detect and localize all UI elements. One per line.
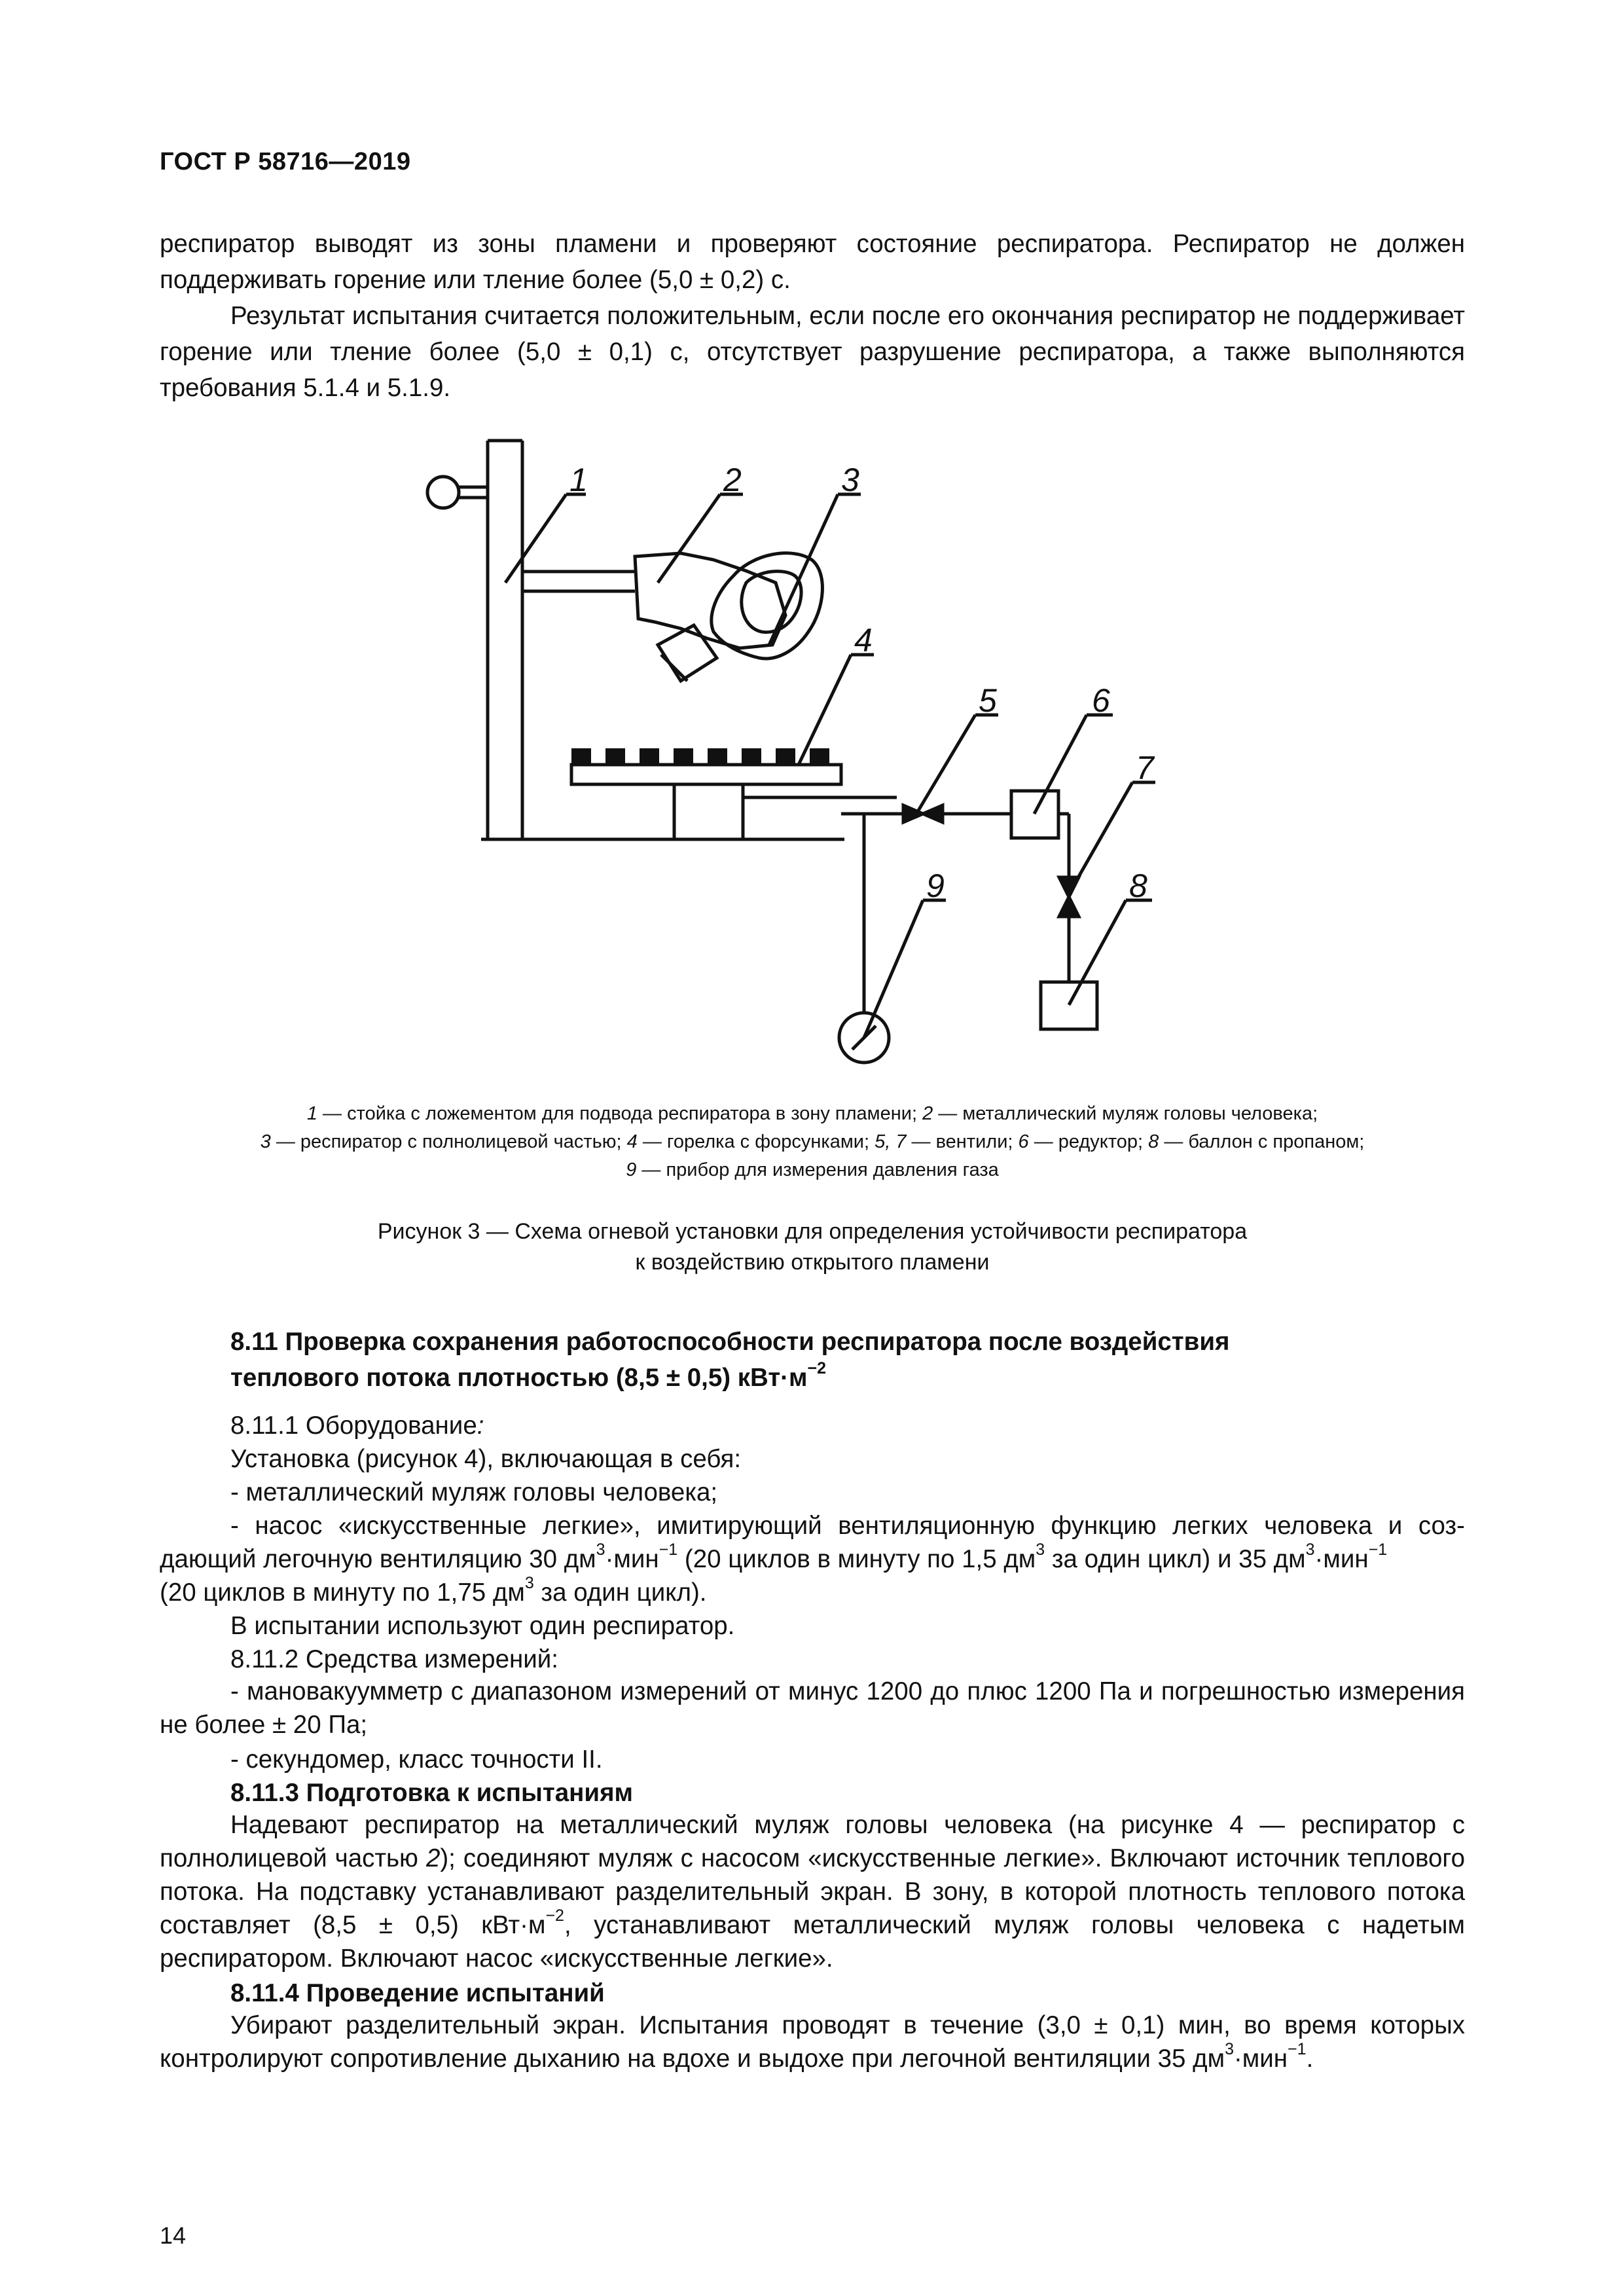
valve-5	[903, 805, 943, 822]
equipment-item-2-line-2: дающий легочную вентиляцию 30 $дм^3\cdot мин^{-1}$ (20 циклов в минуту по 1,5 $дм^3$ за один цикл) и 35 $дм^3\cdot мин^{-1}$	[160, 1540, 1388, 1573]
subsection-8-11-1-heading: 8.11.1 Оборудование:	[230, 1412, 484, 1440]
one-respirator-note: В испытании используют один респиратор.	[230, 1612, 735, 1640]
measurement-item-2: - секундомер, класс точности II.	[230, 1745, 603, 1774]
figure-label-8: 8	[1129, 867, 1147, 904]
intro-paragraph-1: респиратор выводят из зоны пламени и проверяют состояние респиратора. Респиратор не должен поддерживать горение или тление более (5,0 ± 0,2) с.	[160, 230, 1465, 294]
respirator-filter	[658, 625, 717, 681]
intro-paragraph-2: Результат испытания считается положительным, если после его окончания респиратор не поддерживает горение или тление более (5,0 ± 0,1) с, отсутствует разрушение респиратора, а также выполняются требования 5.1.4 и 5.1.9.	[160, 302, 1465, 402]
figure-label-1: 1	[569, 462, 588, 498]
testing-paragraph: Убирают разделительный экран. Испытания проводят в течение (3,0 ± 0,1) мин, во время которых контролируют сопротивление дыханию на вдохе и выдохе при легочной вентиляции 35 $дм^3\cdot мин^{-1}$.	[160, 2011, 1465, 2073]
figure-label-4: 4	[854, 622, 873, 659]
section-8-11-title-line-2: теплового потока плотностью (8,5 ± 0,5) $кВт\cdot м^{-2}$	[230, 1359, 827, 1392]
burner-stand	[674, 784, 743, 839]
subsection-8-11-3-heading: 8.11.3 Подготовка к испытаниям	[230, 1779, 634, 1807]
figure-legend-line-2: 3 — респиратор с полнолицевой частью; 4 — горелка с форсунками; 5, 7 — вентили; 6 — редуктор; 8 — баллон с пропаном;	[260, 1131, 1365, 1152]
figure-title-line-2: к воздействию открытого пламени	[635, 1250, 990, 1275]
preparation-paragraph: Надевают респиратор на металлический муляж головы человека (на рисунке 4 — респиратор с полнолицевой частью 2); соединяют муляж с насосом «искусственные легкие». Включают источник теплового потока. На подставку устанавливают разделительный экран. В зону, в которой плотность теплового потока составляет (8,5 ± 0,5) $кВт\cdot м^{-2}$, устанавливают металлический муляж головы человека с надетым респиратором. Включают насос «искусственные легкие».	[160, 1811, 1466, 1973]
figure-legend-line-1: 1 — стойка с ложементом для подвода респиратора в зону пламени; 2 — металлический муляж головы человека;	[306, 1103, 1318, 1124]
equipment-item-2-line-3: (20 циклов в минуту по 1,75 $дм^3$ за один цикл).	[160, 1574, 707, 1607]
subsection-8-11-2-heading: 8.11.2 Средства измерений:	[230, 1645, 558, 1673]
page-number: 14	[160, 2222, 187, 2249]
figure-label-7: 7	[1136, 750, 1154, 786]
stand-knob	[427, 477, 459, 508]
cylinder-8	[1041, 982, 1097, 1029]
figure-label-2: 2	[723, 462, 742, 498]
figure-title-line-1: Рисунок 3 — Схема огневой установки для определения устойчивости респиратора	[377, 1219, 1248, 1244]
burner-body	[571, 765, 841, 784]
figure-label-6: 6	[1092, 682, 1110, 719]
equipment-item-2-line-1: - насос «искусственные легкие», имитирующий вентиляционную функцию легких человека и соз-	[230, 1512, 1465, 1540]
figure-3-diagram	[0, 0, 1624, 1113]
burner-nozzles	[571, 748, 829, 765]
section-8-11-title-line-1: 8.11 Проверка сохранения работоспособности респиратора после воздействия	[230, 1328, 1230, 1356]
installation-intro: Установка (рисунок 4), включающая в себя:	[230, 1445, 742, 1473]
subsection-8-11-4-heading: 8.11.4 Проведение испытаний	[230, 1979, 605, 2007]
head-dummy	[635, 553, 785, 648]
measurement-item-1: - мановакуумметр с диапазоном измерений от минус 1200 до плюс 1200 Па и погрешностью измерения не более ± 20 Па;	[160, 1677, 1465, 1739]
figure-label-9: 9	[926, 867, 945, 904]
figure-label-3: 3	[841, 462, 859, 498]
figure-legend-line-3: 9 — прибор для измерения давления газа	[626, 1159, 999, 1180]
reducer-6	[1011, 791, 1058, 838]
document-code: ГОСТ Р 58716—2019	[160, 148, 411, 175]
respirator-mask	[712, 553, 823, 659]
equipment-item-1: - металлический муляж головы человека;	[230, 1478, 718, 1506]
figure-label-5: 5	[979, 682, 997, 719]
